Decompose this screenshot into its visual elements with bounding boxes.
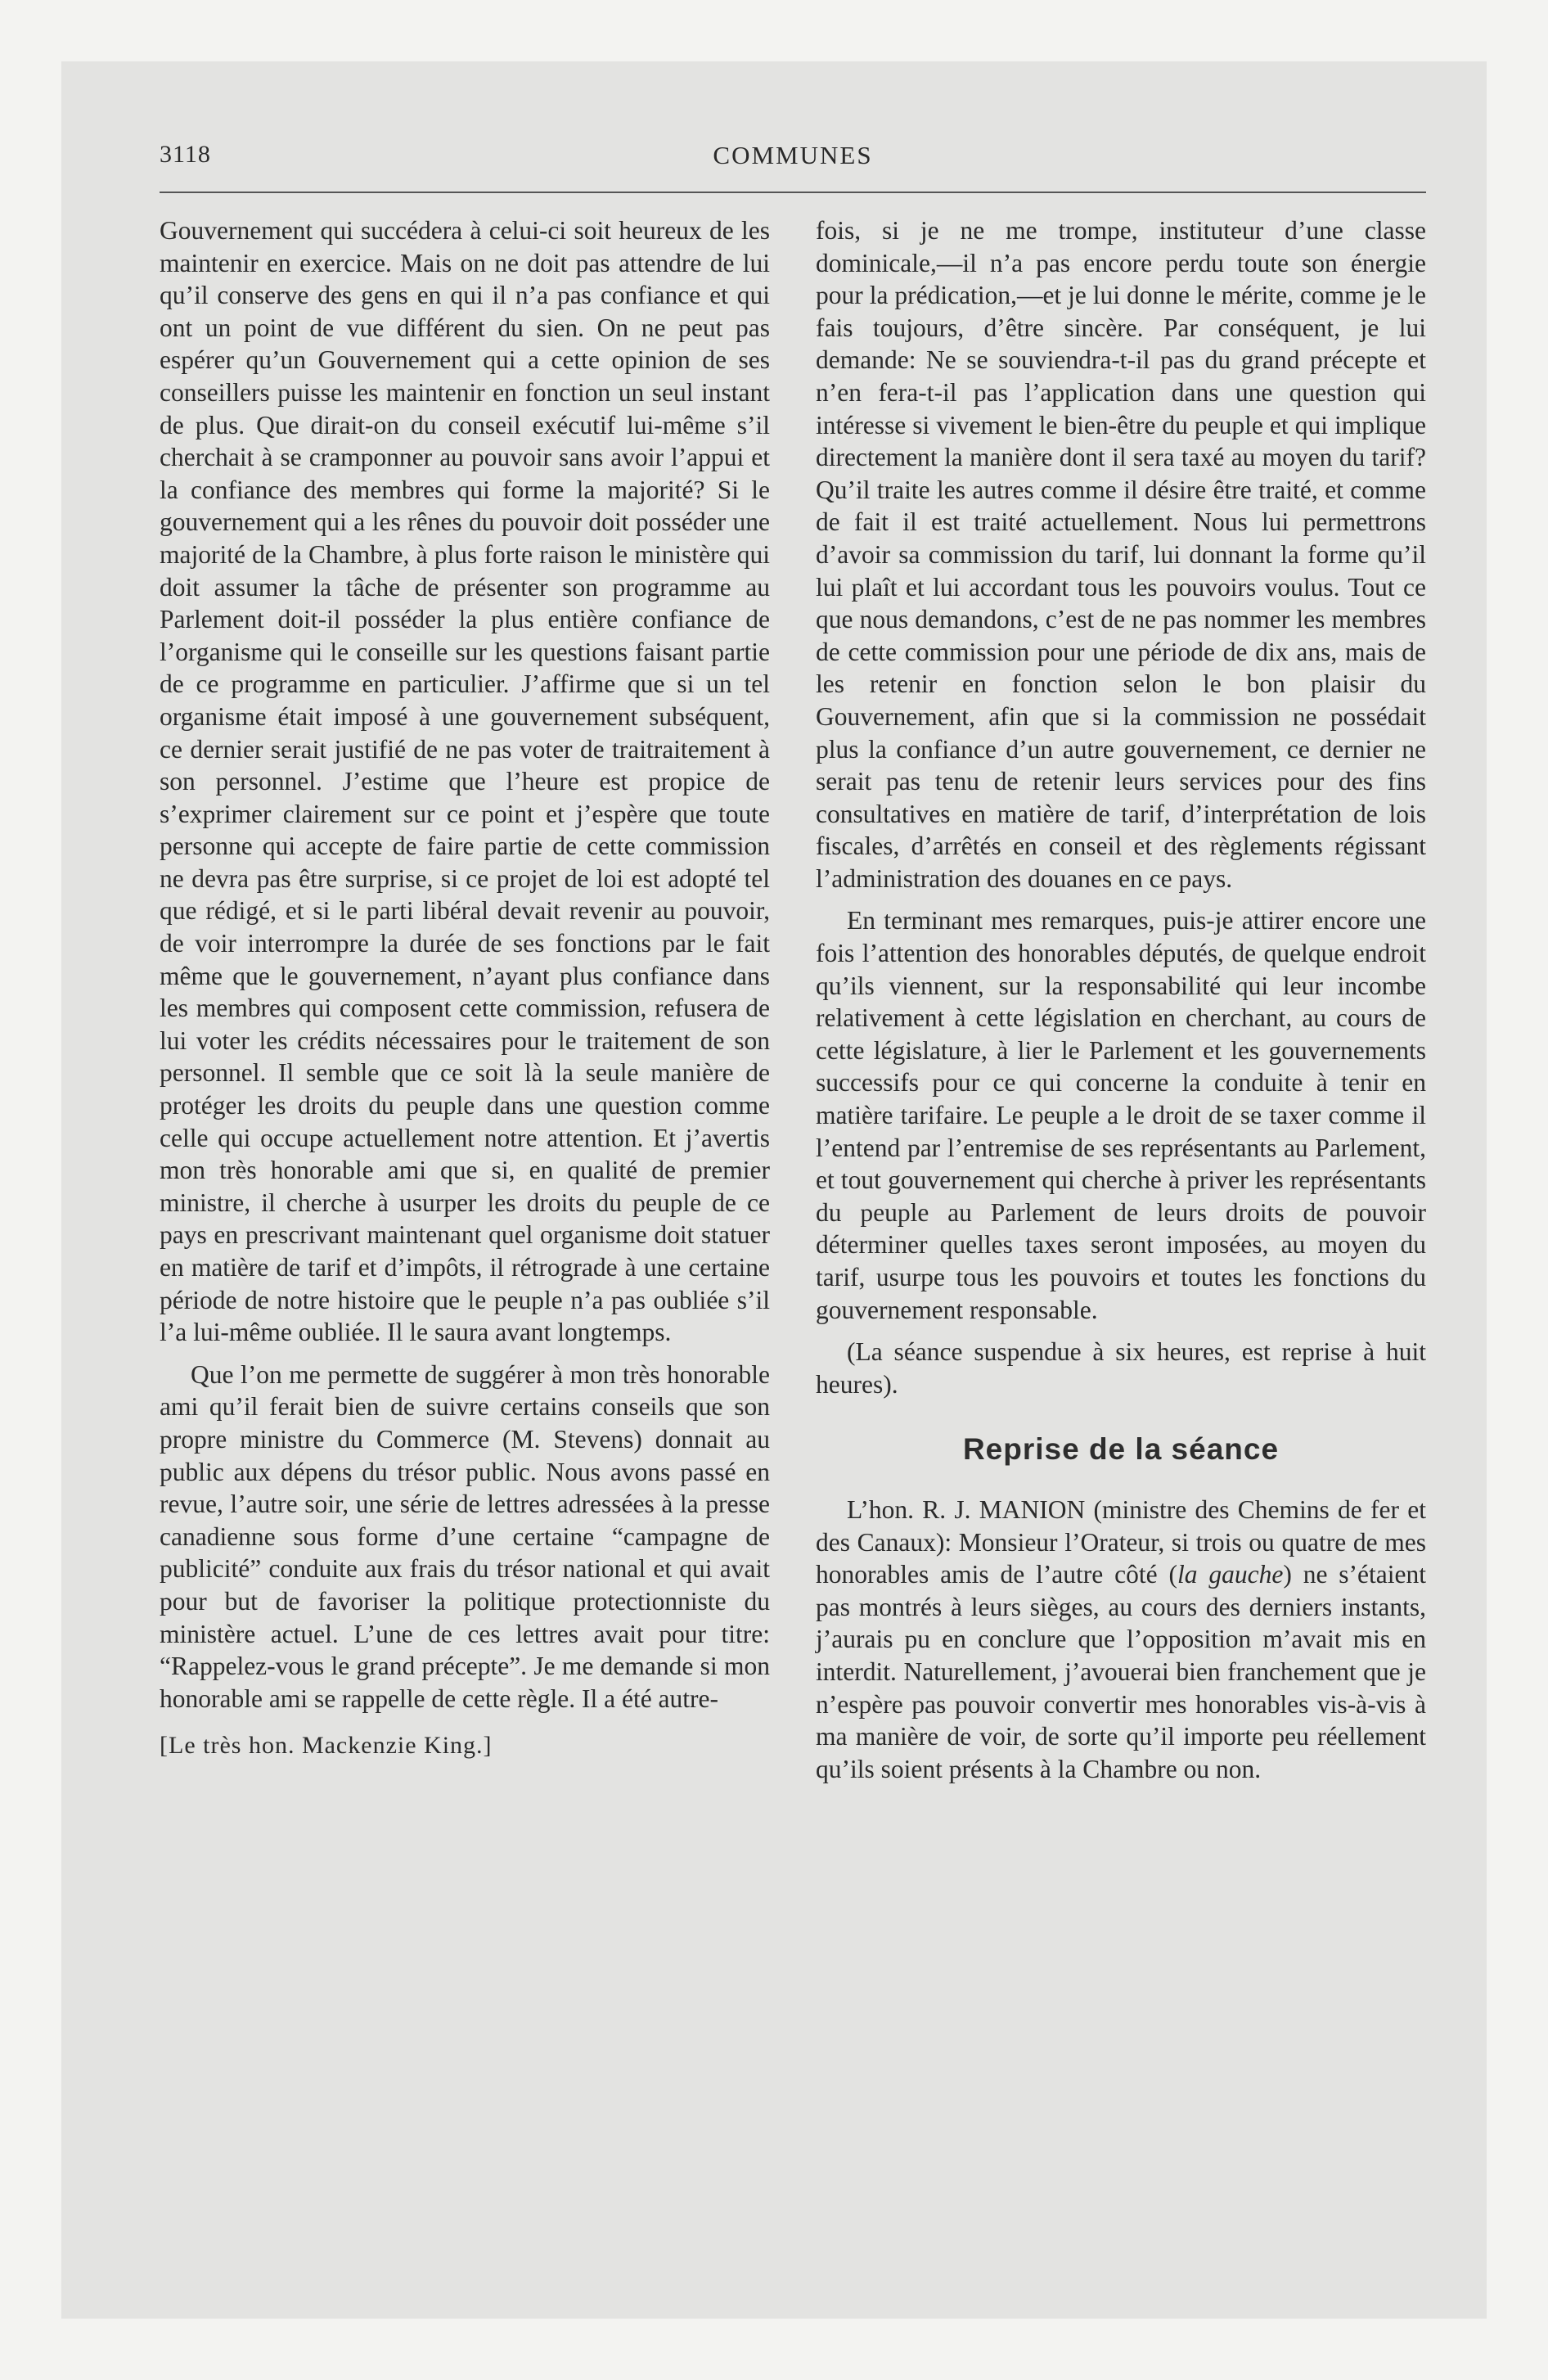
- right-paragraph-4: [816, 1494, 1426, 1785]
- left-paragraph-2: Que l’on me permette de suggérer à mon très honorable ami qu’il ferait bien de suivre certains conseils que son propre ministre du Commerce (M. Stevens) donnait au public aux dépens du trésor public. Nous avons passé en revue, l’autre soir, une série de lettres adressées à la presse canadienne sous forme d’une certaine “campagne de publicité” conduite aux frais du trésor national et qui avait pour but de favoriser la politique protectionniste du ministère actuel. L’une de ces lettres avait pour titre: “Rappelez-vous le grand précepte”. Je me demande si mon honorable ami se rappelle de cette règle. Il a été autre-: [160, 1359, 770, 1713]
- right-paragraph-2: En terminant mes remarques, puis-je attirer encore une fois l’attention des honorables députés, de quelque endroit qu’ils viennent, sur la responsabilité qui leur incombe relativement à cette législation en cherchant, au cours de cette législature, à lier le Parlement et les gouvernements successifs pour ce qui concerne la conduite à tenir en matière tarifaire. Le peuple a le droit de se taxer comme il l’entend par l’entremise de ses représentants au Parlement, et tout gouvernement qui cherche à priver les représentants du peuple au Parlement de leurs droits de pouvoir déterminer quelles taxes seront imposées, au moyen du tarif, usurpe tous les pouvoirs et toutes les fonctions du gouvernement responsable.: [816, 906, 1426, 1324]
- left-column: [160, 214, 770, 1762]
- right-paragraph-1: fois, si je ne me trompe, instituteur d’une classe dominicale,—il n’a pas encore perdu toute son énergie pour la prédication,—et je lui donne le mérite, comme je le fais toujours, d’être sincère. Par conséquent, je lui demande: Ne se souviendra-t-il pas du grand précepte et n’en fera-t-il pas l’application dans une question qui intéresse si vivement le bien-être du peuple et qui implique directement la manière dont il sera taxé au moyen du tarif? Qu’il traite les autres comme il désire être traité, et comme de fait il est traité actuellement. Nous lui permettrons d’avoir sa commission du tarif, lui donnant la forme qu’il lui plaît et lui accordant tous les pouvoirs voulus. Tout ce que nous demandons, c’est de ne pas nommer les membres de cette commission pour une période de dix ans, mais de les retenir en fonction selon le bon plaisir du Gouvernement, afin que si la commission ne possédait plus la confiance d’un autre gouvernement, ce dernier ne serait pas tenu de retenir leurs services pour des fins consultatives en matière de tarif, d’interprétation de lois fiscales, d’arrêtés en conseil et des règlements régissant l’administration des douanes en ce pays.: [816, 216, 1426, 893]
- right-paragraph-3: (La séance suspendue à six heures, est reprise à huit heures).: [816, 1337, 1426, 1399]
- speech-text-end: ) ne s’étaient pas montrés à leurs sièges, au cours des derniers instants, j’aurais pu en conclure que l’opposition m’avait mis en interdit. Naturellement, j’avouerai bien franchement que je n’espère pas pouvoir convertir mes honorables vis-à-vis à ma manière de voir, de sorte qu’il importe peu réellement qu’ils soient présents à la Chambre ou non.: [816, 1560, 1426, 1783]
- section-heading: Reprise de la séance: [962, 1432, 1280, 1467]
- header-rule: [160, 192, 1426, 193]
- page-number: 3118: [160, 141, 211, 168]
- speech-text-start: L’hon. R. J. MANION (ministre des Chemins de fer et des Canaux): Monsieur l’Orateur, si trois ou quatre de mes honorables amis de l’autre côté (: [816, 1494, 1426, 1589]
- page-header: [160, 141, 1426, 182]
- left-paragraph-1: Gouvernement qui succédera à celui-ci soit heureux de les maintenir en exercice. Mais on ne doit pas attendre de lui qu’il conserve des gens en qui il n’a pas confiance et qui ont un point de vue différent du sien. On ne peut pas espérer qu’un Gouvernement qui a cette opinion de ses conseillers puisse les maintenir en fonction un seul instant de plus. Que dirait-on du conseil exécutif lui-même s’il cherchait à se cramponner au pouvoir sans avoir l’appui et la confiance des membres qui forme la majorité? Si le gouvernement qui a les rênes du pouvoir doit posséder une majorité de la Chambre, à plus forte raison le ministère qui doit assumer la tâche de présenter son programme au Parlement doit-il posséder la plus entière confiance de l’organisme qui le conseille sur les questions faisant partie de ce programme en particulier. J’affirme que si un tel organisme était imposé à une gouvernement subséquent, ce dernier serait justifié de ne pas voter de traitraitement à son personnel. J’estime que l’heure est propice de s’exprimer clairement sur ce point et j’espère que toute personne qui accepte de faire partie de cette commission ne devra pas être surprise, si ce projet de loi est adopté tel que rédigé, et si le parti libéral devait revenir au pouvoir, de voir interrompre la durée de ses fonctions par le fait même que le gouvernement, n’ayant plus confiance dans les membres qui composent cette commission, refusera de lui voter les crédits nécessaires pour le traitement de son personnel. Il semble que ce soit là la seule manière de protéger les droits du peuple dans une question comme celle qui occupe actuellement notre attention. Et j’avertis mon très honorable ami que si, en qualité de premier ministre, il cherche à usurper les droits du peuple de ce pays en prescrivant maintenant quel organisme doit statuer en matière de tarif et d’impôts, il rétrograde à une certaine période de notre histoire que le peuple n’a pas oubliée s’il l’a lui-même oubliée. Il le saura avant longtemps.: [160, 216, 770, 1347]
- speech-italic: la gauche: [1177, 1560, 1284, 1589]
- speaker-attribution: [Le très hon. Mackenzie King.]: [160, 1732, 493, 1760]
- right-column: [816, 214, 1426, 1795]
- running-title: COMMUNES: [713, 141, 873, 169]
